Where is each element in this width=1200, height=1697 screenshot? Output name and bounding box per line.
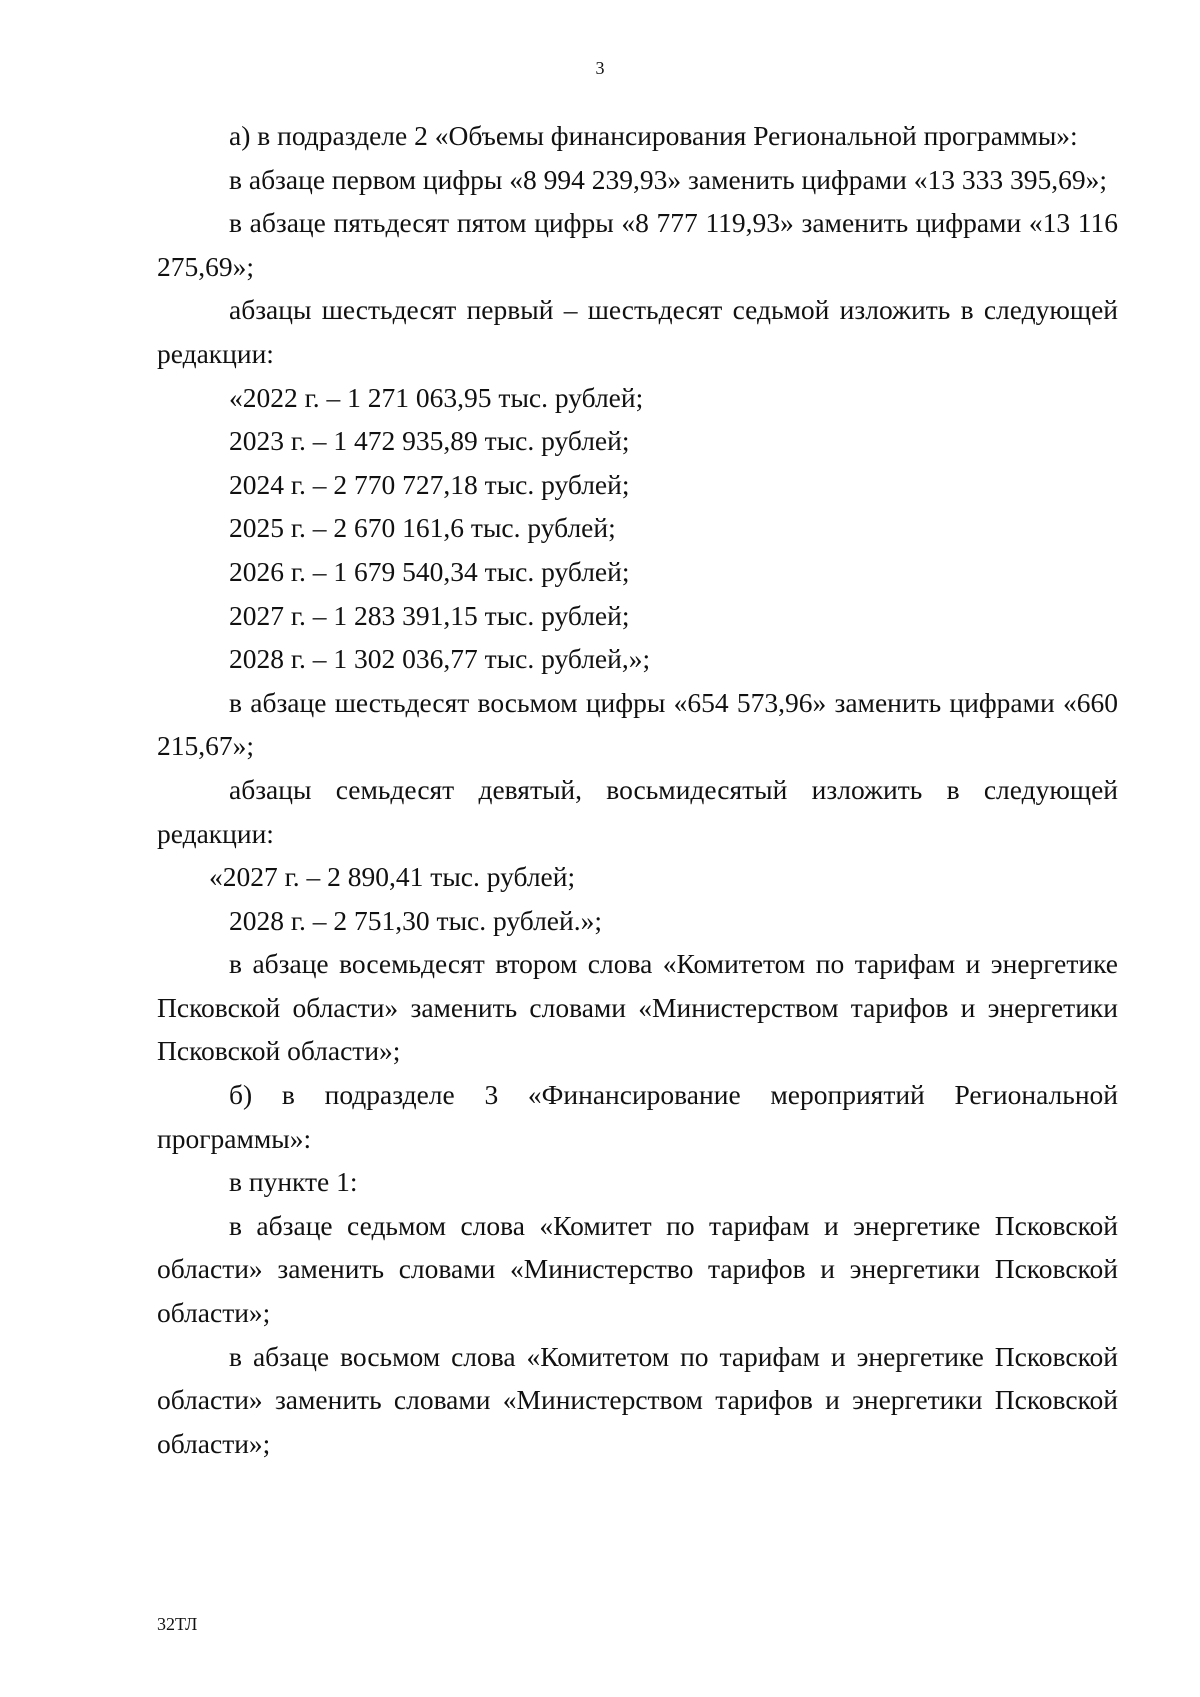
year-line-2027-b: «2027 г. – 2 890,41 тыс. рублей; [209, 861, 576, 893]
year-line-2028: 2028 г. – 1 302 036,77 тыс. рублей,»; [229, 643, 651, 675]
year-line-2022: «2022 г. – 1 271 063,95 тыс. рублей; [229, 381, 644, 413]
paragraph-subsection-3: б) в подразделе 3 «Финансирование мероприятий Региональной программы»: [157, 1079, 1118, 1154]
year-line-2026: 2026 г. – 1 679 540,34 тыс. рублей; [229, 555, 630, 587]
paragraph-sixty-eighth-abzats: в абзаце шестьдесят восьмом цифры «654 573,96» заменить цифрами «660 215,67»; [157, 686, 1118, 762]
paragraph-point-1: в пункте 1: [229, 1166, 358, 1198]
footer-code: 32ТЛ [157, 1614, 198, 1634]
paragraph-eighth-abzats: в абзаце восьмом слова «Комитетом по тарифам и энергетике Псковской области» заменить словами «Министерством тарифов и энергетики Псковской области»; [157, 1340, 1118, 1459]
year-line-2027: 2027 г. – 1 283 391,15 тыс. рублей; [229, 599, 630, 631]
paragraph-seventh-abzats: в абзаце седьмом слова «Комитет по тарифам и энергетике Псковской области» заменить словами «Министерство тарифов и энергетики Псковской области»; [157, 1209, 1118, 1329]
paragraph-seventy-ninth-eightieth: абзацы семьдесят девятый, восьмидесятый изложить в следующей редакции: [157, 773, 1118, 849]
paragraph-subsection-2: а) в подразделе 2 «Объемы финансирования Региональной программы»: [229, 120, 1078, 151]
document-body [157, 114, 1118, 1465]
paragraph-eighty-second-abzats: в абзаце восемьдесят втором слова «Комитетом по тарифам и энергетике Псковской области» заменить словами «Министерством тарифов и энергетики Псковской области»; [157, 948, 1118, 1067]
year-line-2023: 2023 г. – 1 472 935,89 тыс. рублей; [229, 425, 630, 457]
year-line-2024: 2024 г. – 2 770 727,18 тыс. рублей; [229, 468, 630, 500]
paragraph-fifty-fifth-abzats: в абзаце пятьдесят пятом цифры «8 777 119,93» заменить цифрами «13 116 275,69»; [157, 207, 1118, 282]
paragraph-first-abzats: в абзаце первом цифры «8 994 239,93» заменить цифрами «13 333 395,69»; [229, 163, 1108, 195]
paragraph-sixty-first-seventh: абзацы шестьдесят первый – шестьдесят седьмой изложить в следующей редакции: [157, 294, 1118, 369]
page-number: 3 [595, 58, 605, 78]
year-line-2025: 2025 г. – 2 670 161,6 тыс. рублей; [229, 512, 616, 544]
year-line-2028-b: 2028 г. – 2 751,30 тыс. рублей.»; [229, 904, 602, 936]
